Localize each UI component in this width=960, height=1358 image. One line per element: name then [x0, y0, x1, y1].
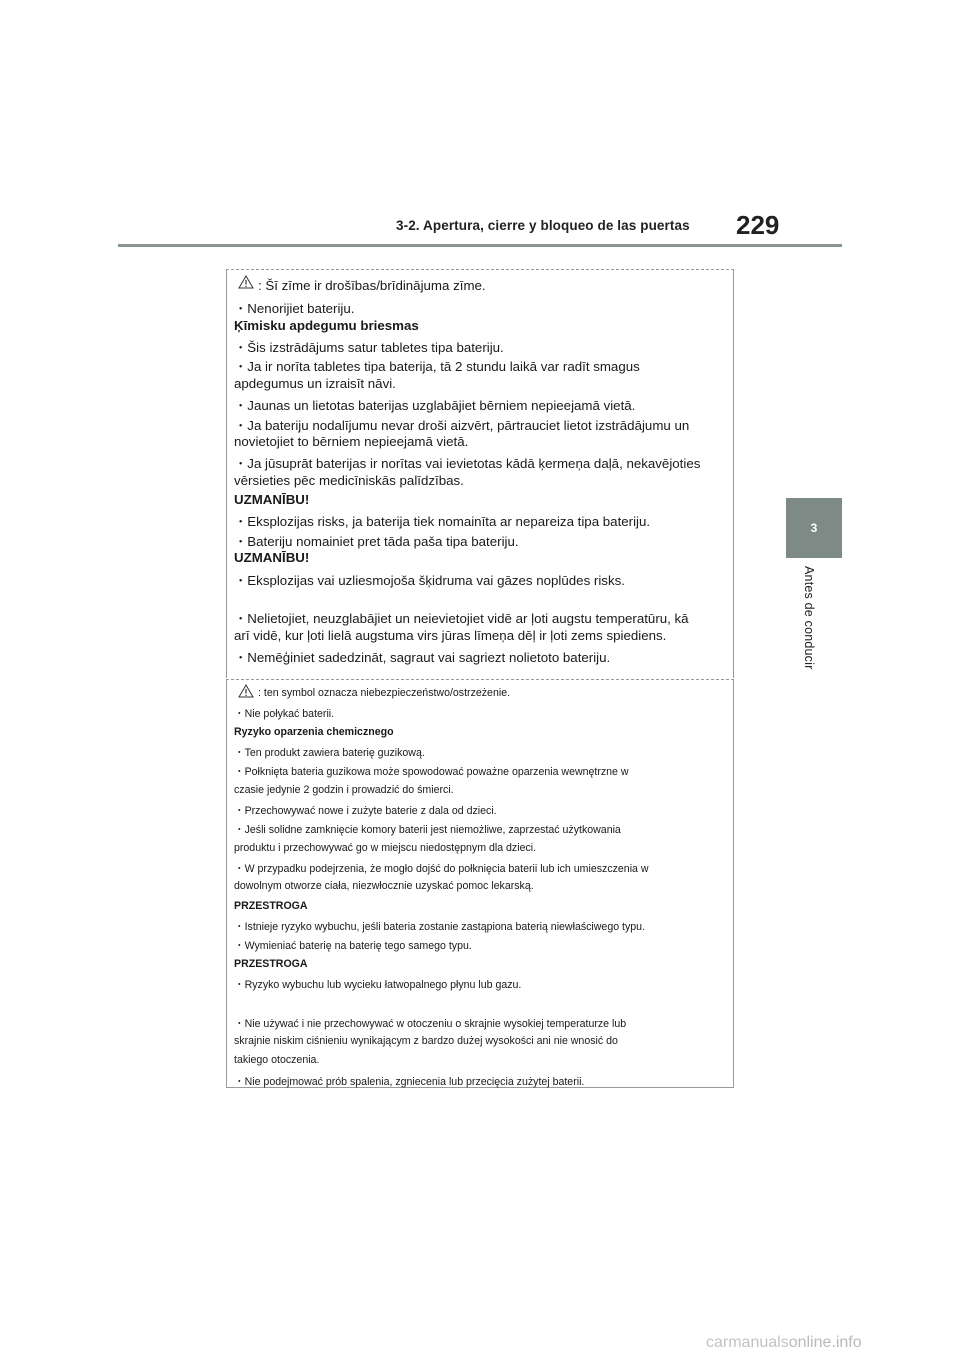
polish-line: ・Nie połykać baterii. — [234, 708, 335, 720]
latvian-line: ・Bateriju nomainiet pret tāda paša tipa bateriju. — [234, 534, 519, 549]
latvian-line: ・Ja jūsuprāt baterijas ir norītas vai ievietotas kādā ķermeņa daļā, nekavējoties — [234, 456, 701, 471]
chapter-label: Antes de conducir — [802, 566, 816, 670]
latvian-line: ・Šis izstrādājums satur tabletes tipa bateriju. — [234, 340, 504, 355]
latvian-symbol-note: : Šī zīme ir drošības/brīdinājuma zīme. — [258, 278, 486, 293]
chapter-tab — [786, 498, 842, 558]
polish-line: czasie jedynie 2 godzin i prowadzić do śmierci. — [234, 784, 454, 796]
polish-line: ・Ryzyko wybuchu lub wycieku łatwopalnego płynu lub gazu. — [234, 979, 522, 991]
page-number: 229 — [736, 210, 780, 240]
warning-triangle-icon — [238, 684, 254, 698]
polish-line: ・Wymieniać baterię na baterię tego samego typu. — [234, 940, 472, 952]
warning-triangle-icon — [238, 275, 254, 289]
polish-symbol-note: : ten symbol oznacza niebezpieczeństwo/ostrzeżenie. — [258, 687, 511, 699]
polish-caution-heading: PRZESTROGA — [234, 900, 308, 912]
latvian-caution-heading: UZMANĪBU! — [234, 550, 310, 565]
polish-line: produktu i przechowywać go w miejscu niedostępnym dla dzieci. — [234, 842, 537, 854]
latvian-heading: Ķīmisku apdegumu briesmas — [234, 318, 419, 333]
polish-line: ・W przypadku podejrzenia, że mogło dojść do połknięcia baterii lub ich umieszczenia w — [234, 863, 649, 875]
chapter-tab-number: 3 — [810, 521, 818, 535]
polish-line: ・Przechowywać nowe i zużyte baterie z dala od dzieci. — [234, 805, 497, 817]
polish-line: ・Jeśli solidne zamknięcie komory baterii jest niemożliwe, zaprzestać użytkowania — [234, 824, 621, 836]
latvian-line: ・Eksplozijas vai uzliesmojoša šķidruma vai gāzes noplūdes risks. — [234, 573, 625, 588]
latvian-line: vērsieties pēc medicīniskās palīdzības. — [234, 473, 464, 488]
latvian-line: ・Nemēģiniet sadedzināt, sagraut vai sagriezt nolietoto bateriju. — [234, 650, 611, 665]
latvian-line: ・Eksplozijas risks, ja baterija tiek nomainīta ar nepareiza tipa bateriju. — [234, 514, 651, 529]
latvian-line: ・Jaunas un lietotas baterijas uzglabājiet bērniem nepieejamā vietā. — [234, 398, 636, 413]
watermark: carmanualsonline.info — [706, 1334, 862, 1351]
latvian-line: ・Ja bateriju nodalījumu nevar droši aizvērt, pārtrauciet lietot izstrādājumu un — [234, 418, 690, 433]
latvian-line: apdegumus un izraisīt nāvi. — [234, 376, 396, 391]
polish-line: ・Nie podejmować prób spalenia, zgniecenia lub przecięcia zużytej baterii. — [234, 1076, 585, 1088]
polish-line: skrajnie niskim ciśnieniu wynikającym z bardzo dużej wysokości ani nie wnosić do — [234, 1035, 618, 1047]
polish-line: ・Nie używać i nie przechowywać w otoczeniu o skrajnie wysokiej temperaturze lub — [234, 1018, 627, 1030]
latvian-line: ・Ja ir norīta tabletes tipa baterija, tā 2 stundu laikā var radīt smagus — [234, 359, 640, 374]
latvian-line: ・Nenorijiet bateriju. — [234, 301, 355, 316]
latvian-line: novietojiet to bērniem nepieejamā vietā. — [234, 434, 469, 449]
polish-line: ・Ten produkt zawiera baterię guzikową. — [234, 747, 425, 759]
latvian-caution-heading: UZMANĪBU! — [234, 492, 310, 507]
latvian-line: ・Nelietojiet, neuzglabājiet un neievietojiet vidē ar ļoti augstu temperatūru, kā — [234, 611, 689, 626]
polish-line: dowolnym otworze ciała, niezwłocznie uzyskać pomoc lekarską. — [234, 880, 534, 892]
polish-caution-heading: PRZESTROGA — [234, 958, 308, 970]
latvian-line: arī vidē, kur ļoti lielā augstuma virs jūras līmeņa dēļ ir ļoti zems spiediens. — [234, 628, 667, 643]
polish-line: takiego otoczenia. — [234, 1054, 320, 1066]
polish-heading: Ryzyko oparzenia chemicznego — [234, 726, 394, 738]
section-title: 3-2. Apertura, cierre y bloqueo de las puertas — [396, 218, 690, 233]
polish-line: ・Istnieje ryzyko wybuchu, jeśli bateria zostanie zastąpiona baterią niewłaściwego typu. — [234, 921, 646, 933]
polish-line: ・Połknięta bateria guzikowa może spowodować poważne oparzenia wewnętrzne w — [234, 766, 629, 778]
header-rule — [118, 244, 842, 247]
